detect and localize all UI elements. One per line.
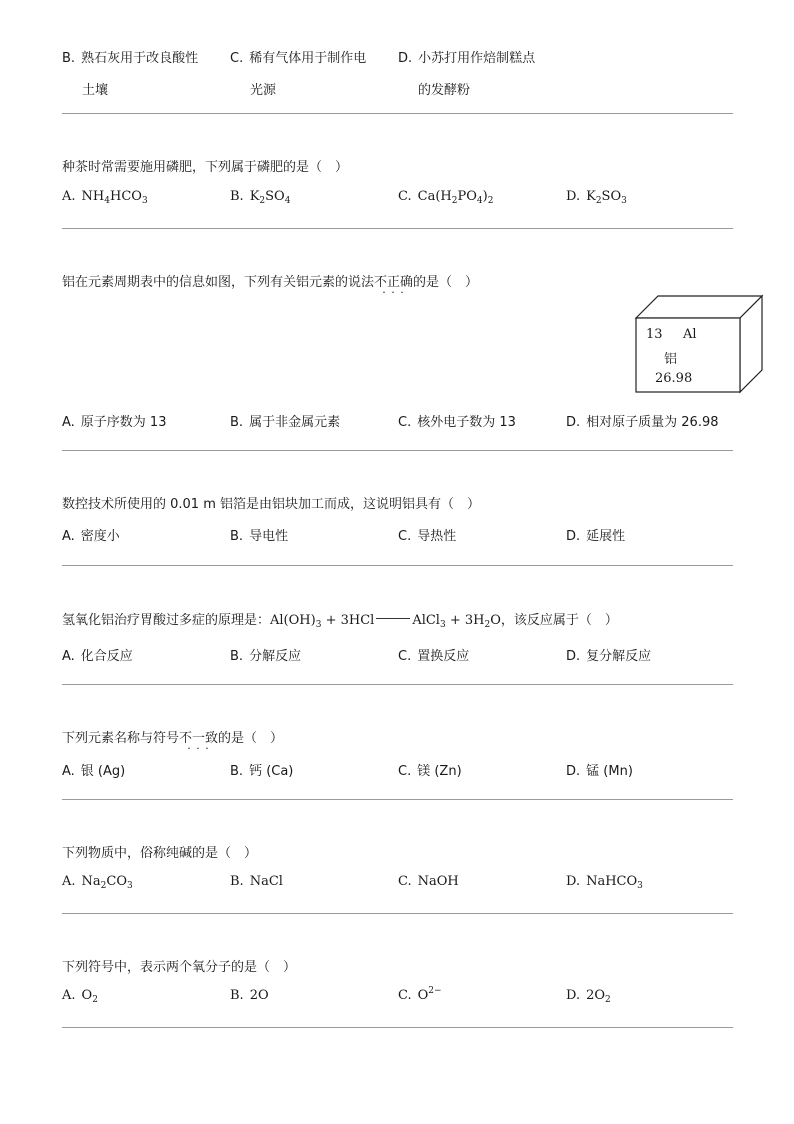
formula-part: Al(OH) xyxy=(270,613,316,628)
divider xyxy=(62,684,733,685)
emphasis-text: 不一致 · · · xyxy=(179,731,218,746)
option-letter: A. xyxy=(62,415,75,430)
option-d xyxy=(566,874,643,889)
option-text: 土壤 xyxy=(82,83,109,98)
divider xyxy=(62,799,733,800)
option-text: 银 (Ag) xyxy=(80,764,126,779)
formula-part: NaCl xyxy=(249,874,283,889)
formula-part: + 3HCl xyxy=(321,613,375,628)
option-a xyxy=(62,645,133,664)
option-letter: C. xyxy=(398,529,412,544)
option-text: 原子序数为 13 xyxy=(80,415,167,430)
option-a xyxy=(62,525,120,544)
option-c-cont xyxy=(250,79,276,98)
option-b xyxy=(230,988,269,1003)
formula-part: K xyxy=(586,189,596,204)
atomic-mass: 26.98 xyxy=(655,371,693,386)
formula-part: HCO xyxy=(109,189,142,204)
formula-part: Na xyxy=(81,874,101,889)
option-letter: D. xyxy=(566,649,581,664)
option-d xyxy=(566,525,625,544)
emphasis-text: 不正确 · · · xyxy=(374,275,413,290)
option-c xyxy=(398,874,459,889)
option-c xyxy=(398,988,442,1003)
formula-part: PO xyxy=(457,189,477,204)
formula-sub: 2 xyxy=(100,881,107,891)
option-text: 复分解反应 xyxy=(586,649,652,664)
option-letter: C. xyxy=(398,988,412,1003)
question-stem: 下列符号中，表示两个氧分子的是（ ） xyxy=(62,960,297,975)
divider xyxy=(62,450,733,451)
option-c xyxy=(398,645,469,664)
option-letter: C. xyxy=(230,51,244,66)
formula-part: CO xyxy=(106,874,128,889)
option-text: 稀有气体用于制作电 xyxy=(249,51,367,66)
option-letter: B. xyxy=(230,415,244,430)
formula-sub: 2 xyxy=(595,196,602,206)
option-letter: D. xyxy=(566,529,581,544)
option-text: 锰 (Mn) xyxy=(586,764,633,779)
option-letter: C. xyxy=(398,874,412,889)
option-b xyxy=(230,525,288,544)
option-text: 化合反应 xyxy=(80,649,133,664)
option-letter: A. xyxy=(62,764,75,779)
option-text: 核外电子数为 13 xyxy=(417,415,516,430)
option-letter: D. xyxy=(398,51,413,66)
question-stem: 种茶时常需要施用磷肥，下列属于磷肥的是（ ） xyxy=(62,160,349,175)
option-d xyxy=(566,645,651,664)
formula-sub: 4 xyxy=(104,196,110,206)
option-b xyxy=(230,411,340,430)
formula-part: NH xyxy=(81,189,105,204)
option-a xyxy=(62,189,148,204)
option-letter: A. xyxy=(62,649,75,664)
option-text: 熟石灰用于改良酸性 xyxy=(81,51,199,66)
option-b xyxy=(62,47,198,66)
formula-sub: 4 xyxy=(476,196,483,206)
option-letter: A. xyxy=(62,529,75,544)
formula-sub: 3 xyxy=(127,881,133,891)
formula-sub: 3 xyxy=(439,620,446,630)
option-c xyxy=(398,525,456,544)
formula-part: ) xyxy=(482,189,488,204)
option-letter: B. xyxy=(230,874,244,889)
option-b xyxy=(230,645,301,664)
option-letter: D. xyxy=(566,189,581,204)
divider xyxy=(62,228,733,229)
question-stem: 数控技术所使用的 0.01 m 铝箔是由铝块加工而成，这说明铝具有（ ） xyxy=(62,497,481,512)
formula-part: SO xyxy=(265,189,285,204)
question-stem: 下列物质中，俗称纯碱的是（ ） xyxy=(62,846,258,861)
option-text: 钙 (Ca) xyxy=(249,764,294,779)
element-name: 铝 xyxy=(664,352,678,367)
option-a xyxy=(62,874,133,889)
option-d-cont xyxy=(418,79,470,98)
option-a xyxy=(62,411,166,430)
formula-sup: 2− xyxy=(428,986,442,996)
formula-sub: 3 xyxy=(141,196,148,206)
option-letter: A. xyxy=(62,874,76,889)
formula-sub: 2 xyxy=(605,995,611,1005)
formula-part: K xyxy=(249,189,260,204)
option-letter: C. xyxy=(398,189,412,204)
formula-part: + 3H xyxy=(445,613,485,628)
question-stem xyxy=(62,727,283,746)
option-c xyxy=(398,189,493,204)
divider xyxy=(62,913,733,914)
formula-sub: 3 xyxy=(315,620,322,630)
option-letter: B. xyxy=(230,764,244,779)
element-symbol: Al xyxy=(683,327,697,342)
option-letter: D. xyxy=(566,988,581,1003)
formula-sub: 3 xyxy=(621,196,627,206)
option-letter: D. xyxy=(566,764,581,779)
option-letter: B. xyxy=(62,51,76,66)
formula-part: AlCl xyxy=(412,613,440,628)
option-text: 小苏打用作焙制糕点 xyxy=(418,51,536,66)
formula-part: 2O xyxy=(586,988,606,1003)
divider xyxy=(62,565,733,566)
formula-sub: 2 xyxy=(484,620,491,630)
formula-part: NaHCO xyxy=(586,874,638,889)
option-c xyxy=(230,47,366,66)
option-text: 导电性 xyxy=(249,529,289,544)
option-letter: D. xyxy=(566,415,581,430)
question-stem xyxy=(62,609,618,628)
option-c xyxy=(398,411,516,430)
formula-sub: 2 xyxy=(259,196,266,206)
option-d xyxy=(566,411,719,430)
option-letter: A. xyxy=(62,189,76,204)
question-stem xyxy=(62,271,478,290)
option-text: 导热性 xyxy=(417,529,457,544)
formula-sub: 4 xyxy=(284,196,291,206)
formula-sub: 2 xyxy=(487,196,494,206)
option-letter: B. xyxy=(230,988,244,1003)
option-text: 光源 xyxy=(250,83,277,98)
stem-text: 的是（ ） xyxy=(413,275,479,290)
option-b xyxy=(230,874,283,889)
option-a xyxy=(62,760,125,779)
formula-sub: 3 xyxy=(637,881,643,891)
divider xyxy=(62,1027,733,1028)
formula-sub: 2 xyxy=(92,995,98,1005)
option-b xyxy=(230,189,290,204)
atomic-number: 13 xyxy=(646,327,663,342)
formula-part: 2O xyxy=(249,988,269,1003)
equation xyxy=(270,613,501,628)
stem-text: ，该反应属于（ ） xyxy=(500,613,618,628)
periodic-cell-figure xyxy=(634,294,764,394)
option-text: 密度小 xyxy=(80,529,120,544)
option-text: 相对原子质量为 26.98 xyxy=(586,415,719,430)
option-d xyxy=(566,988,611,1003)
stem-text: 的是（ ） xyxy=(218,731,284,746)
option-b xyxy=(230,760,293,779)
formula-part: O xyxy=(81,988,93,1003)
option-letter: A. xyxy=(62,988,76,1003)
stem-text: 氢氧化铝治疗胃酸过多症的原理是： xyxy=(62,613,271,628)
option-d xyxy=(398,47,535,66)
option-letter: D. xyxy=(566,874,581,889)
formula-part: O xyxy=(490,613,501,628)
option-text: 镁 (Zn) xyxy=(417,764,462,779)
formula-part: Ca(H xyxy=(417,189,452,204)
formula-part: SO xyxy=(601,189,622,204)
option-text: 分解反应 xyxy=(249,649,302,664)
option-text: 延展性 xyxy=(586,529,626,544)
option-text: 的发酵粉 xyxy=(418,83,471,98)
stem-text: 铝在元素周期表中的信息如图，下列有关铝元素的说法 xyxy=(62,275,375,290)
formula-sub: 2 xyxy=(451,196,458,206)
option-c xyxy=(398,760,462,779)
option-text: 属于非金属元素 xyxy=(249,415,341,430)
divider xyxy=(62,113,733,114)
stem-text: 下列元素名称与符号 xyxy=(62,731,180,746)
formula-part: O xyxy=(417,988,429,1003)
option-letter: C. xyxy=(398,649,412,664)
option-a xyxy=(62,988,98,1003)
option-letter: C. xyxy=(398,415,412,430)
option-letter: B. xyxy=(230,649,244,664)
option-letter: C. xyxy=(398,764,412,779)
equals-sign xyxy=(376,618,410,619)
formula-part: NaOH xyxy=(417,874,459,889)
option-letter: B. xyxy=(230,189,244,204)
option-d xyxy=(566,760,633,779)
option-letter: B. xyxy=(230,529,244,544)
option-text: 置换反应 xyxy=(417,649,470,664)
option-b-cont xyxy=(82,79,108,98)
option-d xyxy=(566,189,627,204)
